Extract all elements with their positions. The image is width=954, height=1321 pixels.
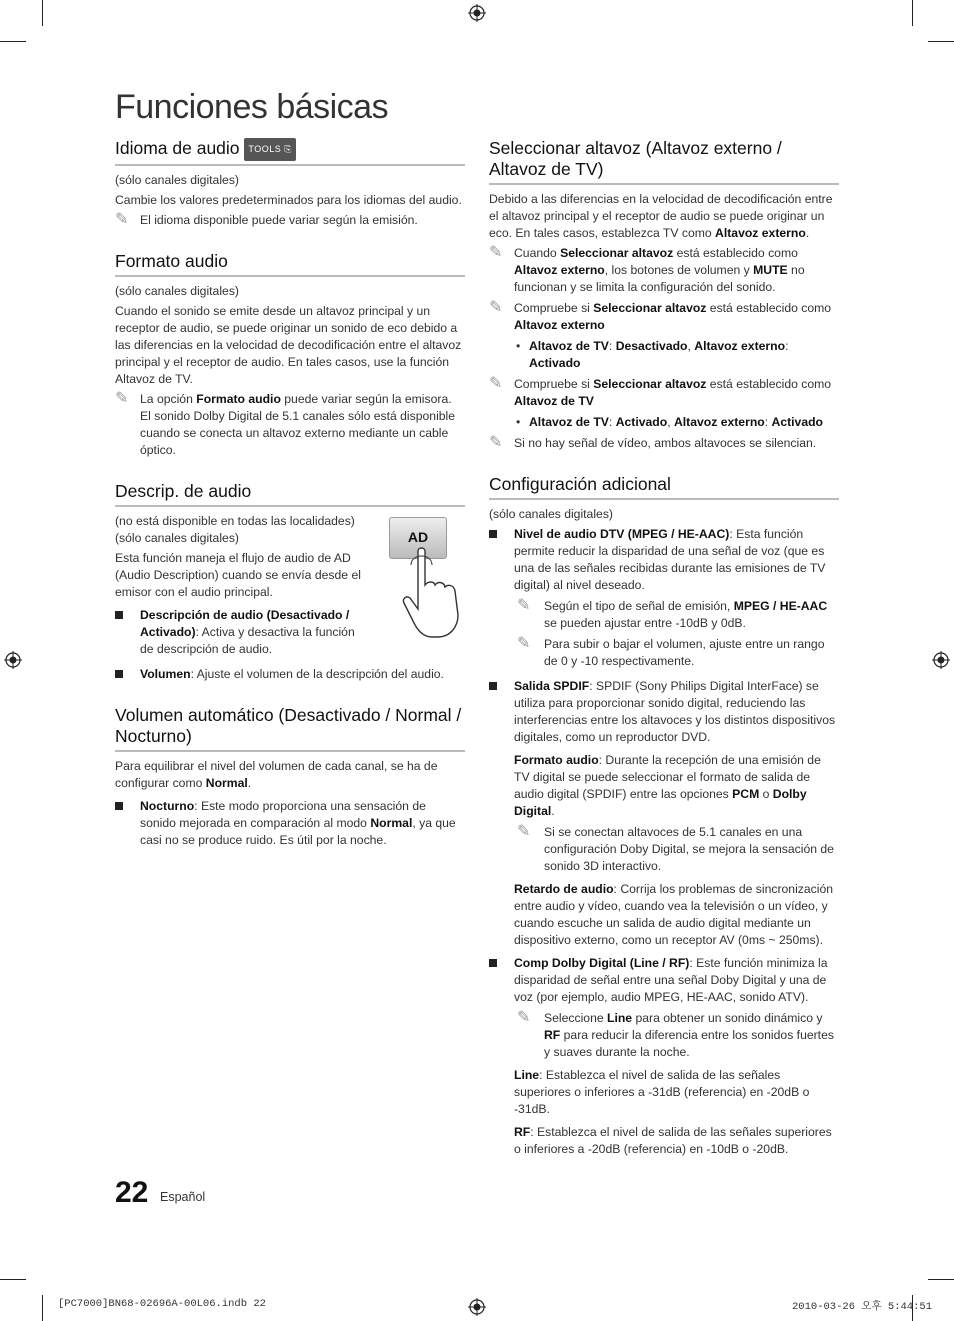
section-heading: Descrip. de audio — [115, 481, 465, 507]
crop-mark — [42, 1295, 43, 1321]
page-title: Funciones básicas — [115, 88, 389, 126]
pencil-note-icon: ✎ — [517, 635, 531, 652]
pencil-note-icon: ✎ — [489, 244, 503, 261]
square-bullet-icon — [489, 959, 497, 967]
pencil-note-icon: ✎ — [115, 390, 129, 407]
square-bullet-icon — [489, 682, 497, 690]
tools-badge-icon: TOOLS ⎘ — [244, 138, 296, 161]
section-configuracion-adicional — [489, 474, 839, 1158]
crop-mark — [928, 1279, 954, 1280]
note: ✎ Compruebe si Seleccionar altavoz está establecido como Altavoz de TV — [489, 375, 832, 408]
note: ✎ Para subir o bajar el volumen, ajuste entre un rango de 0 y -10 respectivamente. — [517, 635, 825, 668]
footer-file: [PC7000]BN68-02696A-00L06.indb 22 — [58, 1298, 266, 1310]
section-formato-audio — [115, 251, 465, 459]
body-text: Para equilibrar el nivel del volumen de cada canal, se ha de configurar como Normal. — [115, 759, 438, 790]
pencil-note-icon: ✎ — [489, 434, 503, 451]
note: ✎ Según el tipo de señal de emisión, MPEG / HE-AAC se pueden ajustar entre -10dB y 0dB. — [517, 597, 828, 630]
page-number: 22 — [115, 1176, 149, 1209]
sub-paragraph: RF: Establezca el nivel de salida de las señales superiores o inferiores a -20dB (referencia) en -10dB o -20dB. — [514, 1125, 832, 1156]
crop-mark — [0, 41, 26, 42]
crop-mark — [0, 1279, 26, 1280]
pencil-note-icon: ✎ — [115, 211, 129, 228]
list-item: Salida SPDIF: SPDIF (Sony Philips Digital InterFace) se utiliza para proporcionar sonido digital, reduciendo las interferencias entre los altavoces y los distintos dispositivos digitales, como un reproductor DVD. — [489, 678, 839, 746]
note: ✎ Si se conectan altavoces de 5.1 canales en una configuración Doby Digital, se mejora la sensación de sonido 3D interactivo. — [517, 823, 834, 873]
section-heading: Volumen automático (Desactivado / Normal / Nocturno) — [115, 705, 465, 752]
pencil-note-icon: ✎ — [517, 823, 531, 840]
section-idioma-audio — [115, 138, 465, 229]
section-volumen-auto — [115, 705, 465, 849]
section-heading: Configuración adicional — [489, 474, 839, 500]
list-item: Volumen: Ajuste el volumen de la descripción del audio. — [115, 666, 465, 683]
crop-mark — [42, 0, 43, 26]
qualifier: (no está disponible en todas las localidades) (sólo canales digitales) — [115, 514, 355, 545]
descrip-text-block — [115, 513, 365, 658]
square-bullet-icon — [115, 670, 123, 678]
note: ✎ El idioma disponible puede variar según la emisión. — [115, 211, 418, 228]
sub-paragraph: Line: Establezca el nivel de salida de las señales superiores o inferiores a -31dB (referencia) en -20dB o -31dB. — [514, 1068, 810, 1116]
body-text: Esta función maneja el flujo de audio de AD (Audio Description) cuando se envía desde el emisor con el audio principal. — [115, 551, 361, 599]
pencil-note-icon: ✎ — [489, 375, 503, 392]
list-item: Comp Dolby Digital (Line / RF): Este función minimiza la disparidad de señal entre una señal Doby Digital y una de voz (por ejemplo, audio MPEG, HE-AAC, sonido ATV). — [489, 955, 839, 1006]
crop-mark — [912, 0, 913, 26]
square-bullet-icon — [115, 611, 123, 619]
registration-mark-icon — [4, 651, 22, 669]
bullet-dot-icon: • — [516, 415, 521, 429]
list-item: Descripción de audio (Desactivado / Activado): Activa y desactiva la función de descripción de audio. — [115, 607, 365, 658]
section-seleccionar-altavoz — [489, 138, 839, 452]
hand-pointer-icon — [398, 545, 468, 640]
list-item: Nivel de audio DTV (MPEG / HE-AAC): Esta función permite reducir la disparidad de una señal de voz (que es una de las señales recibidas durante las emisiones de TV digital) al nivel deseado. — [489, 526, 839, 594]
section-heading: Formato audio — [115, 251, 465, 277]
section-heading: Seleccionar altavoz (Altavoz externo / Altavoz de TV) — [489, 138, 839, 185]
body-text: Cambie los valores predeterminados para los idiomas del audio. — [115, 193, 462, 207]
sub-paragraph: Formato audio: Durante la recepción de una emisión de TV digital se puede seleccionar el formato de salida de audio digital (SPDIF) entre las opciones PCM o Dolby Digital. — [514, 753, 821, 818]
footer-date: 2010-03-26 오후 5:44:51 — [792, 1301, 933, 1313]
pencil-note-icon: ✎ — [517, 1009, 531, 1026]
qualifier: (sólo canales digitales) — [489, 507, 613, 521]
body-text: Debido a las diferencias en la velocidad de decodificación entre el altavoz principal y el receptor de audio se puede originar un eco. En tales casos, establezca TV como Altavoz externo. — [489, 192, 833, 240]
note: ✎ La opción Formato audio puede variar según la emisora. El sonido Dolby Digital de 5.1 canales sólo está disponible cuando se conecta un altavoz externo mediante un cable óptico. — [115, 390, 456, 457]
bullet-dot-icon: • — [516, 339, 521, 353]
pencil-note-icon: ✎ — [489, 299, 503, 316]
note: ✎ Compruebe si Seleccionar altavoz está establecido como Altavoz externo — [489, 299, 832, 332]
registration-mark-icon — [468, 1298, 486, 1316]
square-bullet-icon — [115, 802, 123, 810]
page-language: Español — [160, 1190, 206, 1204]
bullet-item: • Altavoz de TV: Activado, Altavoz externo: Activado — [516, 415, 823, 429]
ad-button-illustration: AD — [389, 517, 447, 559]
registration-mark-icon — [932, 651, 950, 669]
note: ✎ Seleccione Line para obtener un sonido dinámico y RF para reducir la diferencia entre los sonidos fuertes y suaves durante la noche. — [517, 1009, 834, 1059]
pencil-note-icon: ✎ — [517, 597, 531, 614]
sub-paragraph: Retardo de audio: Corrija los problemas de sincronización entre audio y vídeo, cuando vea la televisión o un vídeo, y cuando escuche un salida de audio digital mediante un dispositivo externo, como un receptor AV (0ms ~ 250ms). — [514, 882, 834, 947]
square-bullet-icon — [489, 530, 497, 538]
registration-mark-icon — [468, 4, 486, 22]
left-column — [115, 138, 465, 871]
right-column — [489, 138, 839, 1180]
qualifier: (sólo canales digitales) — [115, 284, 239, 298]
body-text: Cuando el sonido se emite desde un altavoz principal y un receptor de audio, se puede originar un sonido de eco debido a las diferencias en la velocidad de decodificación entre el altavoz principal y el receptor de audio. En tales casos, use la función Altavoz de TV. — [115, 304, 462, 386]
bullet-item: • Altavoz de TV: Desactivado, Altavoz externo: Activado — [516, 339, 789, 370]
section-heading: Idioma de audio TOOLS ⎘ — [115, 138, 465, 166]
note: ✎ Cuando Seleccionar altavoz está establecido como Altavoz externo, los botones de volumen y MUTE no funcionan y se limita la configuración del sonido. — [489, 244, 805, 294]
list-item: Nocturno: Este modo proporciona una sensación de sonido mejorada en comparación al modo Normal, ya que casi no se produce ruido. Es útil por la noche. — [115, 798, 465, 849]
note: ✎ Si no hay señal de vídeo, ambos altavoces se silencian. — [489, 434, 817, 451]
qualifier: (sólo canales digitales) — [115, 173, 239, 187]
crop-mark — [928, 41, 954, 42]
